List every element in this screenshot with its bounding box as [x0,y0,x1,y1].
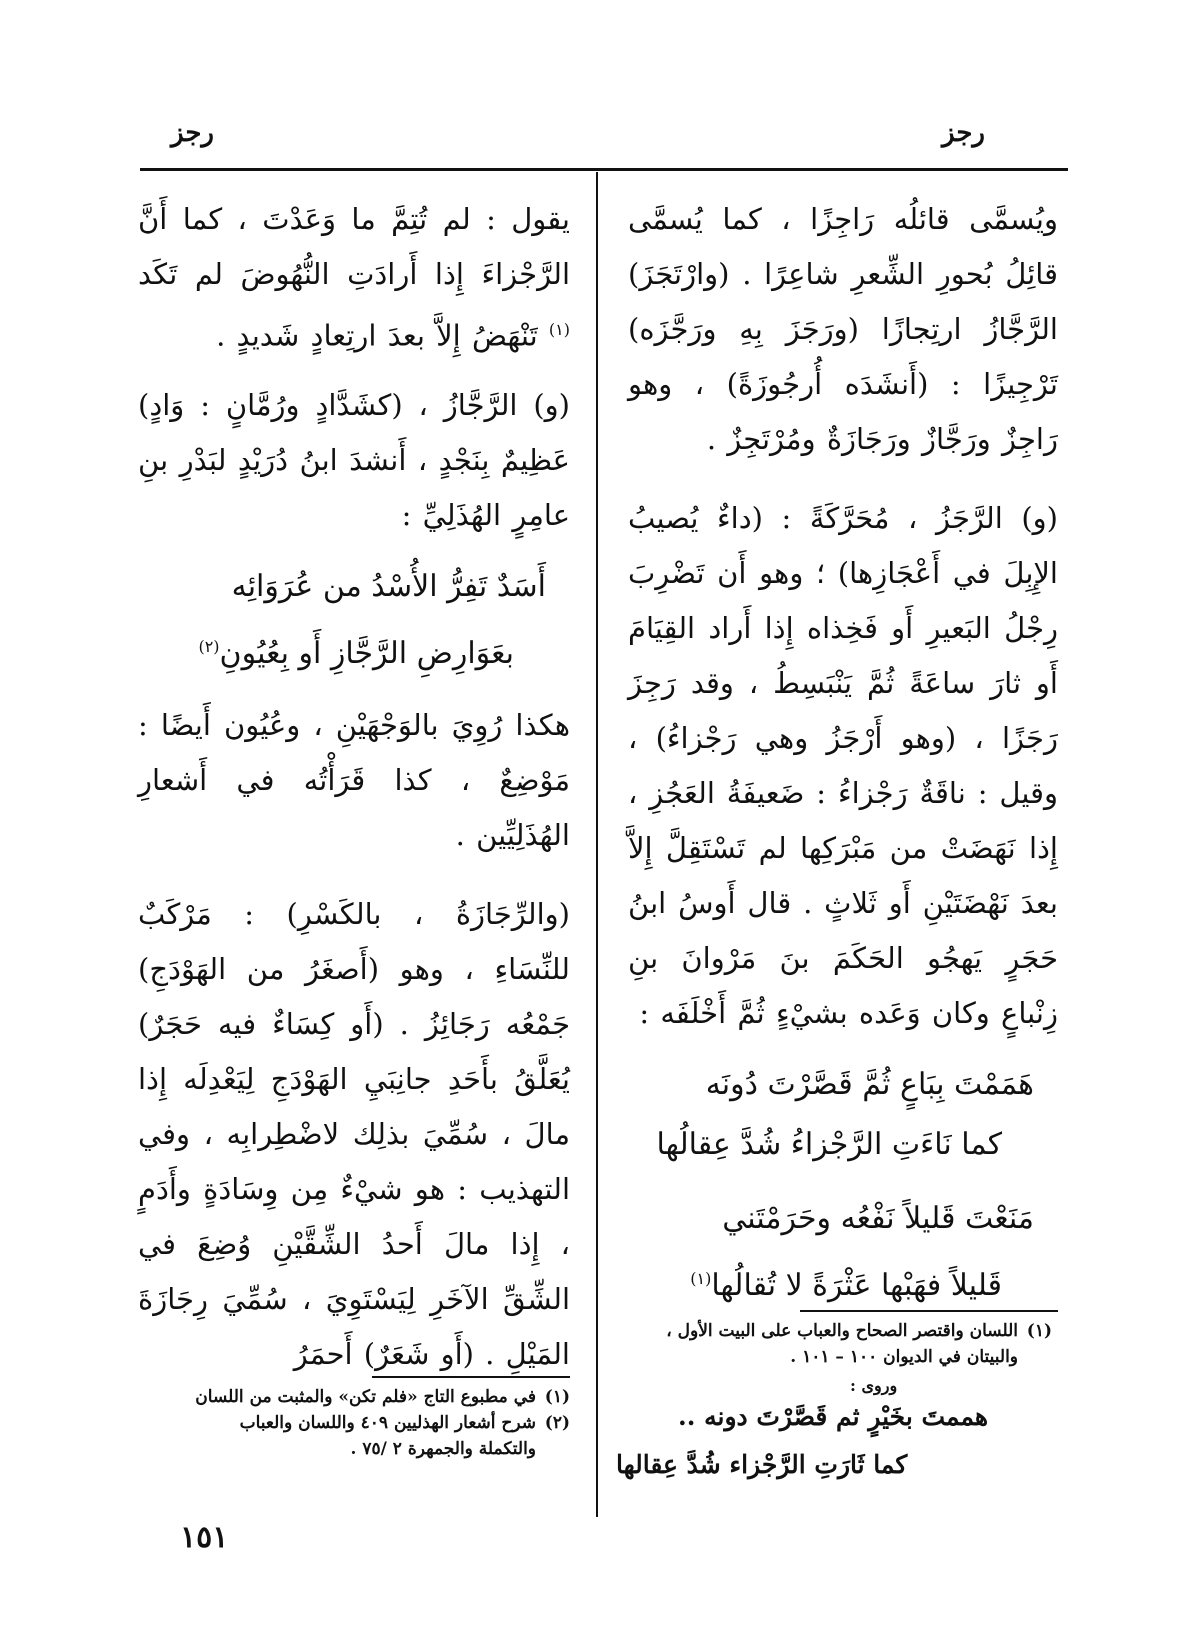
left-verse-second-hemistich [138,617,570,684]
spacer [138,364,570,378]
spacer [138,543,570,557]
left-paragraph-1-text: يقول : لم تُتِمَّ ما وَعَدْتَ ، كما أَنَّ الرَّجْزاءَ إِذا أَرادَتِ النُّهُوضَ لم تَكَد [138,202,570,291]
left-paragraph-1-end: تَنْهَضُ إِلاَّ بعدَ ارتِعادٍ شَديدٍ . [216,318,538,353]
page-number: ١٥١ [180,1520,229,1555]
right-column [628,192,1058,1316]
footnotes-right [612,1318,1052,1370]
verse-2-second-hemistich [628,1249,1058,1316]
footnotes-left [122,1384,570,1462]
footnote-text: اللسان واقتصر الصحاح والعباب على البيت الأول ، [666,1321,1018,1341]
footnote-1-right-cont: والبيتان في الديوان ١٠٠ – ١٠١ . [790,1347,1018,1367]
right-paragraph-2: (و) الرَّجَزُ ، مُحَرَّكَةً : (داءٌ يُصيبُ الإِبِلَ في أَعْجَازِها) ؛ وهو أَن تَضْرِبَ رِجْلُ البَعيرِ أَو فَخِذاه إِذا أَراد القِيَامَ أَو ثارَ ساعَةً ثُمَّ يَنْبَسِطُ ، وقد رَجِزَ رَجَزًا ، (وهو أَرْجَزُ وهي رَجْزاءُ) ، وقيل : ناقَةٌ رَجْزاءُ : ضَعيفَةُ العَجُزِ ، إِذا نَهَضَتْ من مَبْرَكِها لم تَسْتَقِلَّ إِلاَّ بعدَ نَهْضَتَيْنِ أَو ثَلاثٍ . قال أَوسُ ابنُ حَجَرٍ يَهجُو الحَكَمَ بنَ مَرْوانَ بنِ زِنْباعٍ وكان وَعَده بشيْءٍ ثُمَّ أَخْلَفَه : [628,501,1058,1030]
footnote-marker: (٢) [198,636,220,656]
spacer [628,1175,1058,1189]
left-paragraph-2: (و) الرَّجَّازُ ، (كشَدَّادٍ ورُمَّانٍ : وَادٍ) عَظِيمٌ بِنَجْدٍ ، أَنشدَ ابنُ دُرَيْدٍ لبَدْرِ بنِ عامِرٍ الهُذَلِيِّ : [138,387,570,532]
footnote-marker: (١) [690,1269,712,1288]
verse-1-second-hemistich: كما نَاءَتِ الرَّجْزاءُ شُدَّ عِقالُها [656,1127,1002,1162]
footnote-number: (١) [544,1387,570,1407]
footnote-text: في مطبوع التاج «فلم تكن» والمثبت من اللسان [195,1387,536,1407]
spacer [628,467,1058,491]
running-header-right: رجز [942,118,985,148]
footnote-marker: (١) [548,320,570,339]
left-paragraph-3: هكذا رُوِيَ بالوَجْهَيْنِ ، وعُيُون أَيضًا : مَوْضِعٌ ، كذا قَرَأْتُه في أَشعارِ الهُذَلِيِّين . [138,707,570,852]
spacer [628,1041,1058,1055]
column-divider [596,172,598,1517]
spacer [138,863,570,887]
footnote-rule-left [372,1376,570,1378]
left-column [138,192,570,1382]
header-rule [140,168,1068,171]
left-verse-first-hemistich: أَسَدٌ تَفِرُّ الأُسْدُ من عُرَوَائِه [231,568,546,604]
verse-1-first-hemistich: هَمَمْتَ بِبَاعٍ ثُمَّ قَصَّرْتَ دُونَه [705,1067,1034,1102]
variant-reading-line-2: كما ثَارَتِ الرَّجْزاء شُدَّ عِقالها [616,1450,908,1479]
footnote-2-left-cont: والتكملة والجمهرة ٢ /٧٥ . [350,1439,536,1459]
footnote-1-right [612,1318,1052,1344]
variant-reading-label: وروى : [850,1376,898,1395]
left-paragraph-4: (والرِّجَازَةُ ، بالكَسْرِ) : مَرْكَبٌ للنِّسَاءِ ، وهو (أَصغَرُ من الهَوْدَجِ) جَمْعُه رَجَائِزُ . (أَو كِسَاءٌ فيه حَجَرٌ) يُعَلَّقُ بأَحَدِ جانِبَيِ الهَوْدَجِ لِيَعْدِلَه إِذا مالَ ، سُمِّيَ بذلِك لاضْطِرابِه ، وفي التهذيب : هو شيْءٌ مِن وِسَادَةٍ وأَدَمٍ ، إِذا مالَ أَحدُ الشِّقَّيْنِ وُضِعَ في الشِّقِّ الآخَرِ لِيَسْتَوِيَ ، سُمِّيَ رِجَازَةَ المَيْلِ . (أَو شَعَرٌ) أَحمَرُ [138,896,570,1371]
verse-2-second-text: قَليلاً فهَبْها عَثْرَةً لا تُقالُها [711,1268,1002,1303]
spacer [138,684,570,698]
verse-2-first-hemistich: مَنَعْتَ قَليلاً نَفْعُه وحَرَمْتَني [722,1201,1034,1236]
footnote-text: شرح أشعار الهذليين ٤٠٩ واللسان والعباب [239,1413,536,1433]
right-paragraph-1: ويُسمَّى قائلُه رَاجِزًا ، كما يُسمَّى قائِلُ بُحورِ الشِّعرِ شاعِرًا . (وارْتَجَزَ) الرَّجَّازُ ارتِجازًا (ورَجَزَ بِهِ ورَجَّزَه) تَرْجِيزًا : (أَنشَدَه أُرجُوزَةً) ، وهو رَاجِزٌ ورَجَّازٌ ورَجَازَةٌ ومُرْتَجِزٌ . [628,202,1058,456]
footnote-rule-right [800,1310,1058,1312]
variant-reading-line-1: هممتَ بخَيْرٍ ثم قَصَّرْتَ دونه .. [678,1402,989,1431]
left-verse-second-text: بعَوَارِضِ الرَّجَّازِ أَو بِعُيُونِ [219,635,514,671]
footnote-number: (٢) [544,1413,570,1433]
footnote-number: (١) [1026,1321,1052,1341]
footnote-2-left [122,1410,570,1436]
left-paragraph-1 [138,192,570,364]
running-header-left: رجز [171,118,214,148]
footnote-1-left [122,1384,570,1410]
